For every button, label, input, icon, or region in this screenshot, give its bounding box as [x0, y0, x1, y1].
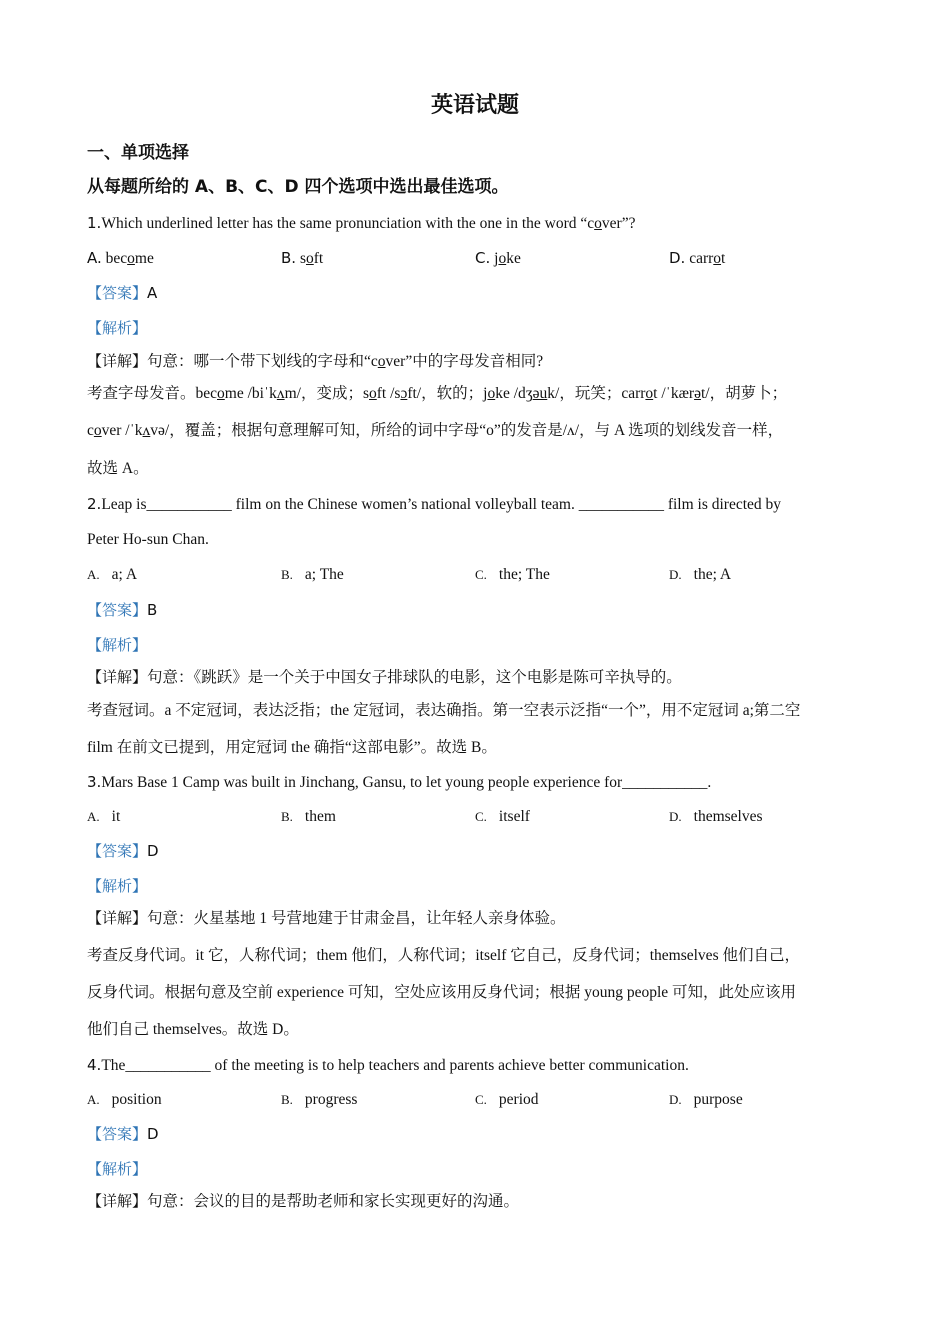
q1-option-a: A. become: [87, 249, 154, 267]
q1-explanation-1: 考查字母发音。become /biˈkʌm/，变成；soft /sɔft/，软的；joke /dʒəuk/，玩笑；carrot /ˈkærət/，胡萝卜；: [87, 385, 788, 402]
q4-answer: 【答案】D: [87, 1125, 159, 1143]
q3-explanation-1: 考查反身代词。it 它，人称代词；them 他们，人称代词；itself 它自己，反身代词；themselves 他们自己，: [87, 947, 800, 964]
q4-option-b: B. progress: [281, 1091, 358, 1108]
q4-analysis-label: 【解析】: [87, 1160, 148, 1178]
q1-answer: 【答案】A: [87, 284, 158, 302]
q2-stem-line-1: 2.Leap is___________ film on the Chinese women’s national volleyball team. ___________ film is directed by: [87, 495, 782, 513]
q2-explanation-2: film 在前文已提到，用定冠词 the 确指“这部电影”。故选 B。: [87, 739, 497, 756]
q4-option-c: C. period: [475, 1091, 539, 1108]
q1-option-b: B. soft: [281, 249, 324, 267]
q2-explanation-1: 考查冠词。a 不定冠词，表达泛指；the 定冠词，表达确指。第一空表示泛指“一个”，用不定冠词 a;第二空: [87, 702, 801, 719]
q3-explanation-2: 反身代词。根据句意及空前 experience 可知，空处应该用反身代词；根据 young people 可知，此处应该用: [87, 984, 797, 1001]
q3-explanation-3: 他们自己 themselves。故选 D。: [87, 1021, 299, 1038]
q3-option-a: A. it: [87, 808, 121, 825]
q1-explanation-2: cover /ˈkʌvə/，覆盖；根据句意理解可知，所给的词中字母“o”的发音是/ʌ/，与 A 选项的划线发音一样，: [87, 422, 784, 439]
q2-answer: 【答案】B: [87, 601, 158, 619]
q1-option-c: C. joke: [475, 249, 521, 267]
q2-option-a: A. a; A: [87, 566, 138, 583]
q1-explanation-3: 故选 A。: [87, 460, 149, 477]
q3-option-b: B. them: [281, 808, 336, 825]
q3-stem: 3.Mars Base 1 Camp was built in Jinchang, Gansu, to let young people experience for___________.: [87, 773, 712, 791]
q2-analysis-label: 【解析】: [87, 636, 148, 654]
page-title: 英语试题: [430, 93, 519, 118]
q3-option-d: D. themselves: [669, 808, 763, 825]
q3-detail: 【详解】句意：火星基地 1 号营地建于甘肃金昌，让年轻人亲身体验。: [87, 909, 566, 927]
q4-stem: 4.The___________ of the meeting is to help teachers and parents achieve better communication.: [87, 1056, 689, 1074]
q2-detail: 【详解】句意：《跳跃》是一个关于中国女子排球队的电影，这个电影是陈可辛执导的。: [87, 668, 682, 686]
q4-option-d: D. purpose: [669, 1091, 743, 1108]
q2-stem-line-2: Peter Ho-sun Chan.: [87, 531, 209, 548]
section-heading: 一、单项选择: [87, 143, 189, 163]
q3-analysis-label: 【解析】: [87, 877, 148, 895]
q2-option-c: C. the; The: [475, 566, 550, 583]
section-instruction: 从每题所给的 A、B、C、D 四个选项中选出最佳选项。: [87, 177, 509, 197]
q4-detail: 【详解】句意：会议的目的是帮助老师和家长实现更好的沟通。: [87, 1192, 520, 1210]
q1-option-d: D. carrot: [669, 249, 726, 267]
q4-option-a: A. position: [87, 1091, 162, 1108]
q1-analysis-label: 【解析】: [87, 319, 148, 337]
q1-detail: 【详解】句意：哪一个带下划线的字母和“cover”中的字母发音相同?: [87, 352, 544, 370]
q2-option-d: D. the; A: [669, 566, 732, 583]
q3-option-c: C. itself: [475, 808, 530, 825]
q1-stem: 1.Which underlined letter has the same pronunciation with the one in the word “cover”?: [87, 214, 636, 232]
q3-answer: 【答案】D: [87, 842, 159, 860]
q2-option-b: B. a; The: [281, 566, 344, 583]
